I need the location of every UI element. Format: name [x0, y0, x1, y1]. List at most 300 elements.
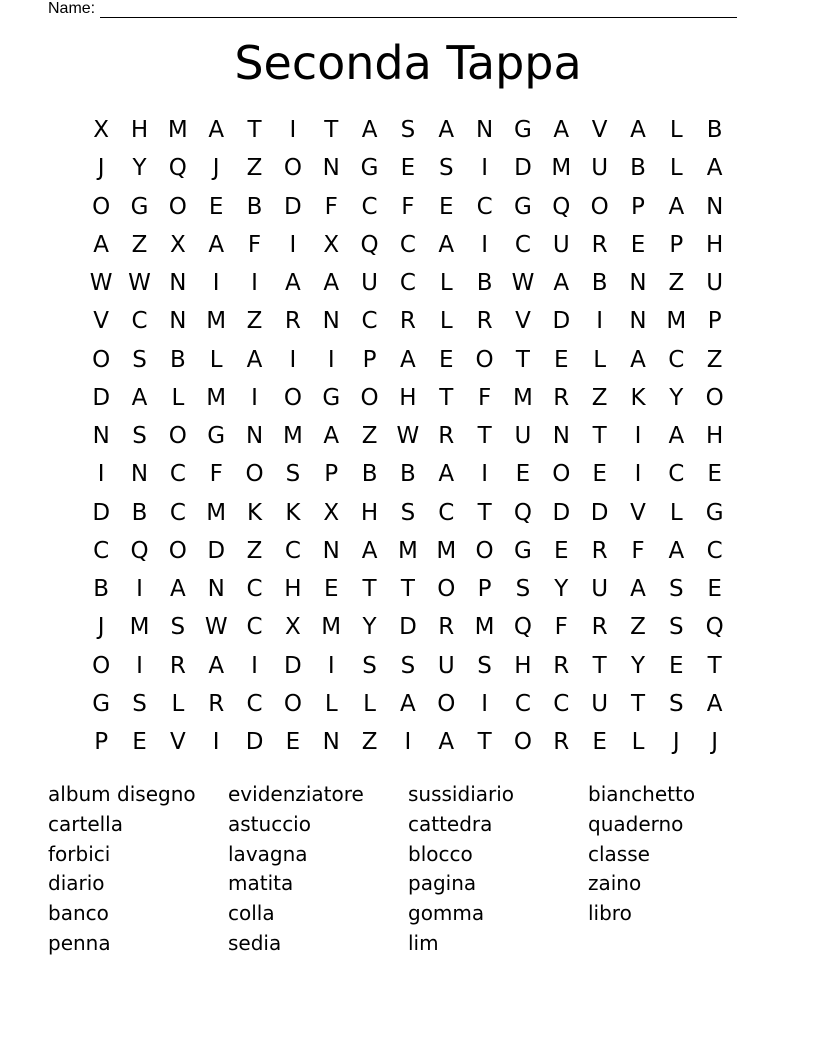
grid-letter[interactable]: E — [707, 576, 722, 603]
grid-letter[interactable]: I — [136, 576, 143, 603]
grid-letter[interactable]: L — [631, 729, 645, 756]
grid-letter[interactable]: Q — [513, 499, 532, 526]
grid-letter[interactable]: W — [396, 423, 420, 450]
grid-letter[interactable]: J — [672, 729, 680, 756]
grid-letter[interactable]: A — [668, 193, 685, 220]
grid-letter[interactable]: D — [514, 155, 532, 182]
grid-letter[interactable]: L — [324, 690, 338, 717]
grid-letter[interactable]: I — [481, 461, 488, 488]
grid-letter[interactable]: O — [437, 576, 456, 603]
grid-letter[interactable]: M — [474, 614, 495, 641]
grid-letter[interactable]: G — [92, 690, 111, 717]
grid-letter[interactable]: L — [669, 117, 683, 144]
grid-letter[interactable]: B — [131, 499, 148, 526]
grid-letter[interactable]: W — [511, 270, 535, 297]
grid-letter[interactable]: E — [438, 193, 454, 220]
grid-letter[interactable]: C — [246, 690, 263, 717]
grid-letter[interactable]: Y — [554, 576, 569, 603]
grid-letter[interactable]: C — [476, 193, 493, 220]
grid-letter[interactable]: S — [170, 614, 186, 641]
grid-letter[interactable]: Z — [131, 231, 148, 258]
grid-letter[interactable]: A — [630, 117, 646, 144]
grid-letter[interactable]: O — [513, 729, 532, 756]
grid-letter[interactable]: I — [251, 652, 258, 679]
grid-letter[interactable]: A — [131, 384, 148, 411]
grid-letter[interactable]: R — [591, 537, 608, 564]
grid-letter[interactable]: V — [515, 308, 531, 335]
grid-letter[interactable]: Z — [361, 423, 378, 450]
grid-letter[interactable]: F — [324, 193, 338, 220]
grid-letter[interactable]: F — [631, 537, 645, 564]
word-search-grid — [82, 111, 734, 761]
grid-letter[interactable]: R — [591, 231, 608, 258]
grid-letter[interactable]: I — [404, 729, 412, 756]
grid-letter[interactable]: C — [514, 231, 531, 258]
grid-letter[interactable]: S — [362, 652, 377, 679]
grid-letter[interactable]: H — [514, 652, 532, 679]
grid-letter[interactable]: D — [552, 499, 571, 526]
grid-letter[interactable]: A — [361, 117, 378, 144]
grid-letter[interactable]: Q — [130, 537, 149, 564]
grid-letter[interactable]: N — [629, 308, 647, 335]
grid-letter[interactable]: A — [93, 231, 110, 258]
grid-letter[interactable]: E — [554, 346, 569, 373]
grid-letter[interactable]: L — [669, 155, 683, 182]
grid-letter[interactable]: P — [631, 193, 645, 220]
grid-letter[interactable]: A — [553, 270, 570, 297]
grid-letter[interactable]: L — [209, 346, 223, 373]
grid-letter[interactable]: G — [514, 117, 532, 144]
grid-letter[interactable]: U — [514, 423, 532, 450]
grid-letter[interactable]: C — [399, 231, 416, 258]
grid-letter[interactable]: S — [515, 576, 531, 603]
grid-letter[interactable]: O — [283, 155, 302, 182]
grid-letter[interactable]: J — [212, 155, 220, 182]
grid-letter[interactable]: A — [400, 690, 416, 717]
grid-letter[interactable]: E — [400, 155, 416, 182]
name-blank-line[interactable] — [100, 2, 737, 18]
grid-letter[interactable]: U — [591, 576, 609, 603]
grid-letter[interactable]: B — [476, 270, 493, 297]
grid-letter[interactable]: C — [169, 499, 186, 526]
grid-letter[interactable]: V — [630, 499, 646, 526]
grid-letter[interactable]: N — [92, 423, 110, 450]
grid-letter[interactable]: A — [438, 461, 455, 488]
grid-letter[interactable]: M — [206, 308, 227, 335]
grid-letter[interactable]: D — [284, 652, 302, 679]
grid-letter[interactable]: I — [289, 117, 297, 144]
grid-letter[interactable]: S — [669, 576, 684, 603]
grid-letter[interactable]: J — [97, 155, 105, 182]
grid-letter[interactable]: W — [128, 270, 151, 297]
grid-letter[interactable]: N — [322, 308, 340, 335]
grid-letter[interactable]: X — [323, 499, 340, 526]
grid-letter[interactable]: D — [92, 499, 111, 526]
word-item: banco — [48, 901, 109, 926]
grid-letter[interactable]: T — [247, 117, 262, 144]
grid-letter[interactable]: G — [360, 155, 379, 182]
grid-letter[interactable]: I — [481, 155, 488, 182]
grid-letter[interactable]: G — [322, 384, 341, 411]
grid-letter[interactable]: S — [400, 652, 416, 679]
grid-letter[interactable]: M — [167, 117, 188, 144]
grid-letter[interactable]: U — [552, 231, 570, 258]
grid-letter[interactable]: A — [630, 346, 646, 373]
grid-letter[interactable]: E — [669, 652, 684, 679]
grid-letter[interactable]: N — [169, 308, 187, 335]
grid-row — [82, 647, 734, 685]
grid-letter[interactable]: S — [400, 499, 416, 526]
grid-letter[interactable]: M — [321, 614, 342, 641]
grid-letter[interactable]: D — [552, 308, 571, 335]
grid-letter[interactable]: H — [130, 117, 149, 144]
grid-letter[interactable]: C — [399, 270, 416, 297]
grid-letter[interactable]: A — [208, 117, 225, 144]
grid-letter[interactable]: M — [436, 537, 457, 564]
grid-letter[interactable]: A — [668, 537, 685, 564]
grid-letter[interactable]: T — [477, 499, 492, 526]
word-item: sedia — [228, 930, 282, 955]
grid-letter[interactable]: E — [438, 346, 454, 373]
grid-letter[interactable]: L — [593, 346, 607, 373]
grid-letter[interactable]: Q — [705, 614, 724, 641]
word-item: libro — [588, 901, 632, 926]
grid-letter[interactable]: P — [707, 308, 722, 335]
grid-letter[interactable]: C — [553, 690, 570, 717]
grid-letter[interactable]: M — [666, 308, 687, 335]
grid-letter[interactable]: C — [668, 346, 685, 373]
grid-letter[interactable]: H — [360, 499, 379, 526]
grid-letter[interactable]: V — [93, 308, 110, 335]
grid-letter[interactable]: N — [130, 461, 149, 488]
grid-letter[interactable]: E — [132, 729, 147, 756]
grid-letter[interactable]: K — [630, 384, 646, 411]
grid-letter[interactable]: R — [438, 614, 455, 641]
grid-letter[interactable]: R — [399, 308, 416, 335]
grid-letter[interactable]: E — [285, 729, 301, 756]
grid-letter[interactable]: Q — [513, 614, 532, 641]
grid-letter[interactable]: A — [706, 690, 723, 717]
grid-letter[interactable]: Y — [669, 384, 684, 411]
grid-letter[interactable]: C — [361, 308, 378, 335]
grid-letter[interactable]: X — [169, 231, 186, 258]
grid-letter[interactable]: I — [212, 729, 220, 756]
grid-letter[interactable]: G — [130, 193, 149, 220]
grid-letter[interactable]: G — [514, 537, 532, 564]
grid-letter[interactable]: A — [438, 117, 455, 144]
grid-letter[interactable]: C — [131, 308, 148, 335]
grid-letter[interactable]: C — [668, 461, 685, 488]
grid-letter[interactable]: B — [630, 155, 646, 182]
grid-letter[interactable]: B — [246, 193, 263, 220]
grid-letter[interactable]: T — [324, 117, 339, 144]
grid-letter[interactable]: N — [207, 576, 225, 603]
grid-letter[interactable]: O — [437, 690, 456, 717]
grid-letter[interactable]: U — [591, 155, 609, 182]
grid-letter[interactable]: T — [592, 652, 607, 679]
grid-letter[interactable]: D — [590, 499, 609, 526]
grid-letter[interactable]: F — [209, 461, 223, 488]
grid-letter[interactable]: M — [206, 499, 227, 526]
grid-letter[interactable]: A — [553, 117, 570, 144]
grid-letter[interactable]: E — [630, 231, 646, 258]
grid-letter[interactable]: S — [477, 652, 492, 679]
grid-letter[interactable]: Q — [168, 155, 187, 182]
grid-letter[interactable]: G — [207, 423, 226, 450]
grid-letter[interactable]: T — [477, 423, 492, 450]
grid-letter[interactable]: A — [285, 270, 301, 297]
grid-letter[interactable]: Z — [246, 155, 263, 182]
grid-letter[interactable]: M — [282, 423, 303, 450]
grid-letter[interactable]: D — [92, 384, 111, 411]
grid-letter[interactable]: D — [245, 729, 264, 756]
grid-letter[interactable]: H — [399, 384, 417, 411]
grid-letter[interactable]: E — [592, 461, 607, 488]
grid-letter[interactable]: U — [361, 270, 378, 297]
grid-letter[interactable]: I — [596, 308, 604, 335]
grid-letter[interactable]: E — [707, 461, 722, 488]
grid-letter[interactable]: A — [668, 423, 685, 450]
grid-letter[interactable]: M — [206, 384, 227, 411]
grid-letter[interactable]: G — [705, 499, 724, 526]
grid-letter[interactable]: R — [553, 384, 570, 411]
grid-letter[interactable]: B — [169, 346, 186, 373]
grid-letter[interactable]: C — [169, 461, 186, 488]
grid-letter[interactable]: T — [630, 690, 646, 717]
grid-letter[interactable]: A — [438, 231, 455, 258]
grid-letter[interactable]: V — [169, 729, 186, 756]
grid-letter[interactable]: E — [208, 193, 224, 220]
grid-letter[interactable]: N — [476, 117, 494, 144]
grid-letter[interactable]: I — [97, 461, 105, 488]
grid-letter[interactable]: A — [706, 155, 723, 182]
grid-letter[interactable]: A — [400, 346, 416, 373]
grid-letter[interactable]: I — [481, 690, 488, 717]
grid-letter[interactable]: H — [706, 423, 724, 450]
grid-letter[interactable]: R — [284, 308, 301, 335]
grid-letter[interactable]: U — [706, 270, 724, 297]
grid-letter[interactable]: Q — [552, 193, 571, 220]
grid-letter[interactable]: T — [707, 652, 722, 679]
grid-letter[interactable]: S — [438, 155, 454, 182]
grid-letter[interactable]: V — [591, 117, 608, 144]
grid-letter[interactable]: T — [362, 576, 377, 603]
grid-letter[interactable]: G — [514, 193, 532, 220]
grid-letter[interactable]: O — [590, 193, 609, 220]
grid-letter[interactable]: K — [247, 499, 263, 526]
grid-letter[interactable]: T — [515, 346, 530, 373]
grid-letter[interactable]: A — [208, 231, 225, 258]
grid-letter[interactable]: Y — [132, 155, 147, 182]
grid-row — [82, 379, 734, 417]
grid-letter[interactable]: X — [285, 614, 301, 641]
grid-letter[interactable]: Z — [668, 270, 685, 297]
grid-letter[interactable]: X — [93, 117, 110, 144]
grid-letter[interactable]: Z — [361, 729, 378, 756]
grid-letter[interactable]: J — [711, 729, 719, 756]
grid-letter[interactable]: A — [630, 576, 646, 603]
grid-letter[interactable]: S — [669, 690, 684, 717]
grid-letter[interactable]: N — [552, 423, 570, 450]
grid-letter[interactable]: B — [706, 117, 723, 144]
grid-letter[interactable]: A — [438, 729, 455, 756]
grid-letter[interactable]: Q — [360, 231, 379, 258]
grid-letter[interactable]: I — [251, 270, 258, 297]
grid-letter[interactable]: E — [323, 576, 339, 603]
grid-letter[interactable]: T — [439, 384, 454, 411]
grid-letter[interactable]: I — [251, 384, 258, 411]
grid-letter[interactable]: N — [322, 729, 340, 756]
grid-letter[interactable]: O — [245, 461, 264, 488]
grid-letter[interactable]: L — [439, 270, 453, 297]
grid-letter[interactable]: Z — [591, 384, 608, 411]
grid-letter[interactable]: R — [591, 614, 608, 641]
grid-letter[interactable]: N — [169, 270, 187, 297]
grid-letter[interactable]: T — [400, 576, 415, 603]
grid-letter[interactable]: B — [361, 461, 378, 488]
grid-letter[interactable]: R — [476, 308, 493, 335]
grid-letter[interactable]: D — [284, 193, 302, 220]
grid-letter[interactable]: C — [706, 537, 723, 564]
grid-letter[interactable]: O — [283, 690, 302, 717]
grid-letter[interactable]: W — [89, 270, 113, 297]
grid-letter[interactable]: M — [513, 384, 533, 411]
grid-letter[interactable]: B — [400, 461, 416, 488]
grid-letter[interactable]: Z — [706, 346, 723, 373]
grid-letter[interactable]: I — [289, 346, 297, 373]
grid-letter[interactable]: N — [322, 537, 340, 564]
grid-letter[interactable]: E — [554, 537, 569, 564]
grid-letter[interactable]: O — [475, 346, 494, 373]
grid-letter[interactable]: N — [322, 155, 340, 182]
grid-letter[interactable]: K — [285, 499, 301, 526]
grid-letter[interactable]: A — [169, 576, 186, 603]
grid-letter[interactable]: I — [634, 461, 642, 488]
grid-letter[interactable]: R — [169, 652, 186, 679]
grid-letter[interactable]: I — [327, 652, 335, 679]
grid-letter[interactable]: H — [284, 576, 302, 603]
grid-letter[interactable]: H — [706, 231, 724, 258]
grid-letter[interactable]: I — [289, 231, 297, 258]
grid-letter[interactable]: O — [283, 384, 302, 411]
grid-letter[interactable]: F — [247, 231, 262, 258]
grid-letter[interactable]: L — [171, 690, 185, 717]
grid-row — [82, 111, 734, 149]
grid-letter[interactable]: Z — [246, 537, 263, 564]
grid-letter[interactable]: S — [132, 423, 147, 450]
grid-letter[interactable]: I — [481, 231, 488, 258]
grid-letter[interactable]: Y — [362, 614, 377, 641]
grid-letter[interactable]: T — [477, 729, 492, 756]
grid-letter[interactable]: I — [634, 423, 642, 450]
grid-letter[interactable]: C — [93, 537, 110, 564]
grid-letter[interactable]: P — [94, 729, 109, 756]
grid-letter[interactable]: Z — [246, 308, 263, 335]
grid-letter[interactable]: C — [246, 576, 263, 603]
grid-letter[interactable]: O — [475, 537, 494, 564]
grid-letter[interactable]: C — [361, 193, 378, 220]
grid-letter[interactable]: C — [284, 537, 301, 564]
grid-letter[interactable]: I — [327, 346, 335, 373]
grid-letter[interactable]: O — [168, 537, 187, 564]
grid-letter[interactable]: W — [204, 614, 228, 641]
grid-letter[interactable]: A — [361, 537, 378, 564]
word-item: matita — [228, 871, 294, 896]
grid-letter[interactable]: C — [514, 690, 531, 717]
grid-letter[interactable]: M — [129, 614, 150, 641]
grid-letter[interactable]: P — [477, 576, 492, 603]
grid-letter[interactable]: M — [397, 537, 418, 564]
grid-letter[interactable]: N — [245, 423, 264, 450]
grid-letter[interactable]: F — [477, 384, 492, 411]
grid-letter[interactable]: O — [92, 652, 111, 679]
grid-letter[interactable]: Z — [630, 614, 646, 641]
grid-letter[interactable]: X — [323, 231, 340, 258]
grid-letter[interactable]: N — [629, 270, 647, 297]
grid-letter[interactable]: S — [285, 461, 301, 488]
grid-letter[interactable]: C — [246, 614, 263, 641]
grid-letter[interactable]: A — [246, 346, 263, 373]
grid-letter[interactable]: U — [437, 652, 455, 679]
grid-letter[interactable]: S — [132, 690, 147, 717]
grid-letter[interactable]: U — [591, 690, 609, 717]
grid-letter[interactable]: B — [93, 576, 110, 603]
grid-letter[interactable]: N — [706, 193, 724, 220]
grid-letter[interactable]: R — [208, 690, 225, 717]
grid-letter[interactable]: R — [553, 729, 570, 756]
grid-letter[interactable]: P — [362, 346, 377, 373]
grid-letter[interactable]: L — [171, 384, 185, 411]
grid-letter[interactable]: O — [168, 423, 187, 450]
grid-letter[interactable]: D — [399, 614, 417, 641]
grid-letter[interactable]: A — [323, 423, 340, 450]
grid-letter[interactable]: D — [207, 537, 226, 564]
grid-letter[interactable]: O — [92, 346, 111, 373]
grid-letter[interactable]: T — [592, 423, 607, 450]
grid-letter[interactable]: A — [208, 652, 225, 679]
grid-letter[interactable]: M — [551, 155, 572, 182]
word-item: penna — [48, 930, 111, 955]
grid-letter[interactable]: Y — [630, 652, 646, 679]
grid-letter[interactable]: O — [168, 193, 187, 220]
grid-letter[interactable]: P — [669, 231, 684, 258]
grid-letter[interactable]: R — [438, 423, 455, 450]
grid-letter[interactable]: J — [97, 614, 105, 641]
grid-letter[interactable]: I — [212, 270, 220, 297]
grid-letter[interactable]: S — [132, 346, 147, 373]
grid-letter[interactable]: B — [591, 270, 608, 297]
grid-letter[interactable]: E — [515, 461, 531, 488]
grid-letter[interactable]: S — [669, 614, 684, 641]
grid-letter[interactable]: R — [553, 652, 570, 679]
grid-letter[interactable]: I — [136, 652, 143, 679]
grid-letter[interactable]: E — [592, 729, 607, 756]
grid-letter[interactable]: O — [705, 384, 724, 411]
grid-letter[interactable]: S — [400, 117, 416, 144]
word-item: quaderno — [588, 811, 684, 836]
grid-letter[interactable]: C — [438, 499, 455, 526]
grid-letter[interactable]: F — [554, 614, 568, 641]
grid-letter[interactable]: O — [552, 461, 571, 488]
grid-letter[interactable]: P — [324, 461, 339, 488]
grid-letter[interactable]: L — [363, 690, 376, 717]
grid-letter[interactable]: A — [323, 270, 340, 297]
grid-letter[interactable]: O — [360, 384, 379, 411]
grid-letter[interactable]: L — [439, 308, 453, 335]
grid-letter[interactable]: O — [92, 193, 111, 220]
grid-letter[interactable]: L — [669, 499, 683, 526]
grid-letter[interactable]: F — [401, 193, 415, 220]
